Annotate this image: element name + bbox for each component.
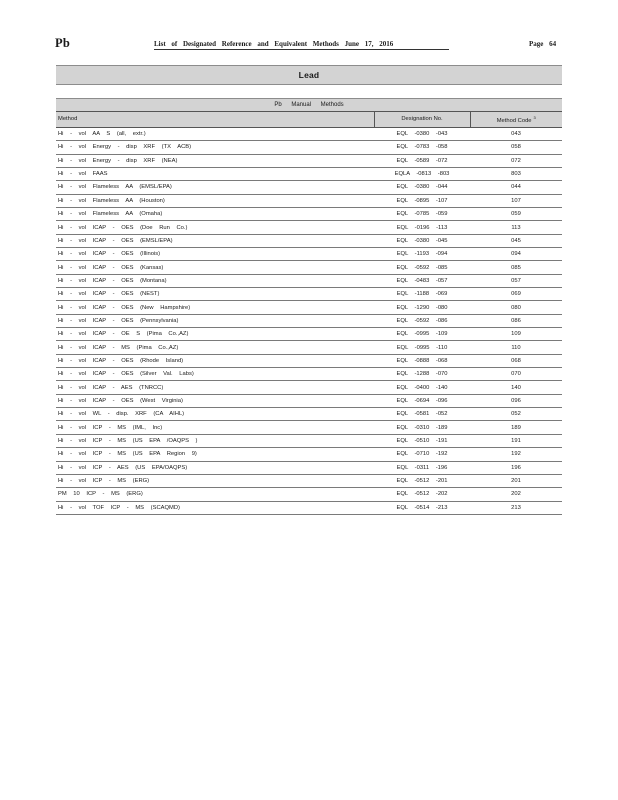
designation-cell: EQL -0512 -201 — [374, 474, 470, 487]
table-row — [56, 167, 562, 180]
method-cell: Hi - vol ICAP - OES (West Virginia) — [56, 394, 374, 407]
method-cell: Hi - vol ICAP - OES (Rhode Island) — [56, 354, 374, 367]
table-row — [56, 461, 562, 474]
table-header-row — [56, 112, 562, 128]
designation-cell: EQL -0380 -044 — [374, 181, 470, 194]
designation-cell: EQL -0514 -213 — [374, 501, 470, 514]
method-code-label: Method Code — [496, 117, 532, 124]
table-subheader: Pb Manual Methods — [56, 98, 562, 111]
table-row — [56, 154, 562, 167]
designation-cell: EQL -0895 -107 — [374, 194, 470, 207]
method-cell: Hi - vol ICP - MS (US EPA Region 9) — [56, 448, 374, 461]
section-title: Lead — [56, 65, 562, 85]
method-code-cell: 059 — [470, 207, 562, 220]
designation-cell: EQL -1288 -070 — [374, 368, 470, 381]
method-cell: Hi - vol ICP - MS (ERG) — [56, 474, 374, 487]
table-row — [56, 127, 562, 140]
table-row — [56, 288, 562, 301]
table-row — [56, 488, 562, 501]
table-row — [56, 181, 562, 194]
table-row — [56, 274, 562, 287]
method-cell: Hi - vol ICAP - OES (NEST) — [56, 288, 374, 301]
designation-cell: EQLA -0813 -803 — [374, 167, 470, 180]
method-code-cell: 189 — [470, 421, 562, 434]
method-code-cell: 201 — [470, 474, 562, 487]
designation-cell: EQL -0710 -192 — [374, 448, 470, 461]
table-row — [56, 448, 562, 461]
method-code-cell: 113 — [470, 221, 562, 234]
method-code-cell: 080 — [470, 301, 562, 314]
table-row — [56, 301, 562, 314]
method-cell: Hi - vol ICAP - OES (Doe Run Co.) — [56, 221, 374, 234]
designation-cell: EQL -1290 -080 — [374, 301, 470, 314]
method-code-cell: 192 — [470, 448, 562, 461]
designation-cell: EQL -0783 -058 — [374, 141, 470, 154]
table-row — [56, 421, 562, 434]
method-code-cell: 094 — [470, 248, 562, 261]
method-cell: Hi - vol ICAP - OES (EMSL/EPA) — [56, 234, 374, 247]
designation-cell: EQL -0589 -072 — [374, 154, 470, 167]
method-code-cell: 069 — [470, 288, 562, 301]
table-row — [56, 394, 562, 407]
table-body — [56, 127, 562, 514]
table-row — [56, 408, 562, 421]
table-row — [56, 474, 562, 487]
method-code-cell: 072 — [470, 154, 562, 167]
method-cell: Hi - vol ICAP - OES (New Hampshire) — [56, 301, 374, 314]
method-code-cell: 057 — [470, 274, 562, 287]
method-cell: Hi - vol AA S (all, extr.) — [56, 127, 374, 140]
method-cell: Hi - vol Flameless AA (EMSL/EPA) — [56, 181, 374, 194]
page-number: Page 64 — [529, 40, 557, 48]
method-code-cell: 045 — [470, 234, 562, 247]
method-cell: Hi - vol Energy - disp XRF (NEA) — [56, 154, 374, 167]
method-cell: Hi - vol FAAS — [56, 167, 374, 180]
method-cell: PM 10 ICP - MS (ERG) — [56, 488, 374, 501]
method-cell: Hi - vol ICAP - OES (Pennsylvania) — [56, 314, 374, 327]
designation-cell: EQL -0310 -189 — [374, 421, 470, 434]
designation-cell: EQL -0995 -109 — [374, 328, 470, 341]
method-code-cell: 109 — [470, 328, 562, 341]
designation-cell: EQL -0510 -191 — [374, 434, 470, 447]
method-code-cell: 052 — [470, 408, 562, 421]
table-row — [56, 328, 562, 341]
designation-cell: EQL -0581 -052 — [374, 408, 470, 421]
method-cell: Hi - vol TOF ICP - MS (SCAQMD) — [56, 501, 374, 514]
method-code-cell: 058 — [470, 141, 562, 154]
table-row — [56, 194, 562, 207]
method-cell: Hi - vol Flameless AA (Omaha) — [56, 207, 374, 220]
designation-cell: EQL -0995 -110 — [374, 341, 470, 354]
method-code-cell: 085 — [470, 261, 562, 274]
table-row — [56, 248, 562, 261]
method-cell: Hi - vol ICAP - AES (TNRCC) — [56, 381, 374, 394]
method-code-cell: 191 — [470, 434, 562, 447]
table-row — [56, 207, 562, 220]
method-cell: Hi - vol ICAP - OE S (Pima Co.,AZ) — [56, 328, 374, 341]
table-row — [56, 434, 562, 447]
method-code-cell: 213 — [470, 501, 562, 514]
table-row — [56, 314, 562, 327]
methods-table — [56, 111, 562, 515]
method-code-cell: 202 — [470, 488, 562, 501]
designation-cell: EQL -0483 -057 — [374, 274, 470, 287]
method-code-cell: 070 — [470, 368, 562, 381]
method-code-cell: 044 — [470, 181, 562, 194]
designation-cell: EQL -0196 -113 — [374, 221, 470, 234]
method-cell: Hi - vol ICAP - OES (Kansas) — [56, 261, 374, 274]
method-code-cell: 096 — [470, 394, 562, 407]
document-title: List of Designated Reference and Equivalent Methods June 17, 2016 — [154, 40, 449, 50]
designation-cell: EQL -0380 -045 — [374, 234, 470, 247]
table-row — [56, 261, 562, 274]
designation-cell: EQL -1188 -069 — [374, 288, 470, 301]
method-code-cell: 086 — [470, 314, 562, 327]
designation-cell: EQL -0592 -085 — [374, 261, 470, 274]
method-cell: Hi - vol Energy - disp XRF (TX ACB) — [56, 141, 374, 154]
designation-cell: EQL -1193 -094 — [374, 248, 470, 261]
pollutant-label: Pb — [55, 36, 70, 50]
method-cell: Hi - vol ICP - MS (US EPA /OAQPS ) — [56, 434, 374, 447]
method-code-cell: 110 — [470, 341, 562, 354]
method-code-footnote: 3 — [533, 115, 536, 120]
designation-cell: EQL -0785 -059 — [374, 207, 470, 220]
method-code-cell: 196 — [470, 461, 562, 474]
table-row — [56, 381, 562, 394]
designation-cell: EQL -0311 -196 — [374, 461, 470, 474]
method-cell: Hi - vol ICP - MS (IML, Inc) — [56, 421, 374, 434]
table-row — [56, 234, 562, 247]
method-cell: Hi - vol ICAP - OES (Silver Val. Labs) — [56, 368, 374, 381]
designation-cell: EQL -0380 -043 — [374, 127, 470, 140]
method-cell: Hi - vol ICAP - OES (Illinois) — [56, 248, 374, 261]
designation-cell: EQL -0694 -096 — [374, 394, 470, 407]
methods-table-block — [56, 98, 562, 515]
method-code-cell: 140 — [470, 381, 562, 394]
designation-cell: EQL -0512 -202 — [374, 488, 470, 501]
method-code-cell: 068 — [470, 354, 562, 367]
designation-cell: EQL -0888 -068 — [374, 354, 470, 367]
table-row — [56, 368, 562, 381]
method-code-cell: 043 — [470, 127, 562, 140]
method-cell: Hi - vol ICP - AES (US EPA/OAQPS) — [56, 461, 374, 474]
table-row — [56, 221, 562, 234]
method-column-header: Method — [56, 112, 374, 128]
table-row — [56, 501, 562, 514]
table-row — [56, 354, 562, 367]
method-cell: Hi - vol Flameless AA (Houston) — [56, 194, 374, 207]
table-row — [56, 141, 562, 154]
method-cell: Hi - vol ICAP - OES (Montana) — [56, 274, 374, 287]
method-code-cell: 107 — [470, 194, 562, 207]
method-cell: Hi - vol WL - disp. XRF (CA AIHL) — [56, 408, 374, 421]
designation-cell: EQL -0400 -140 — [374, 381, 470, 394]
table-row — [56, 341, 562, 354]
designation-cell: EQL -0592 -086 — [374, 314, 470, 327]
designation-column-header: Designation No. — [374, 112, 470, 128]
method-cell: Hi - vol ICAP - MS (Pima Co.,AZ) — [56, 341, 374, 354]
method-code-cell: 803 — [470, 167, 562, 180]
method-code-column-header — [470, 112, 562, 128]
